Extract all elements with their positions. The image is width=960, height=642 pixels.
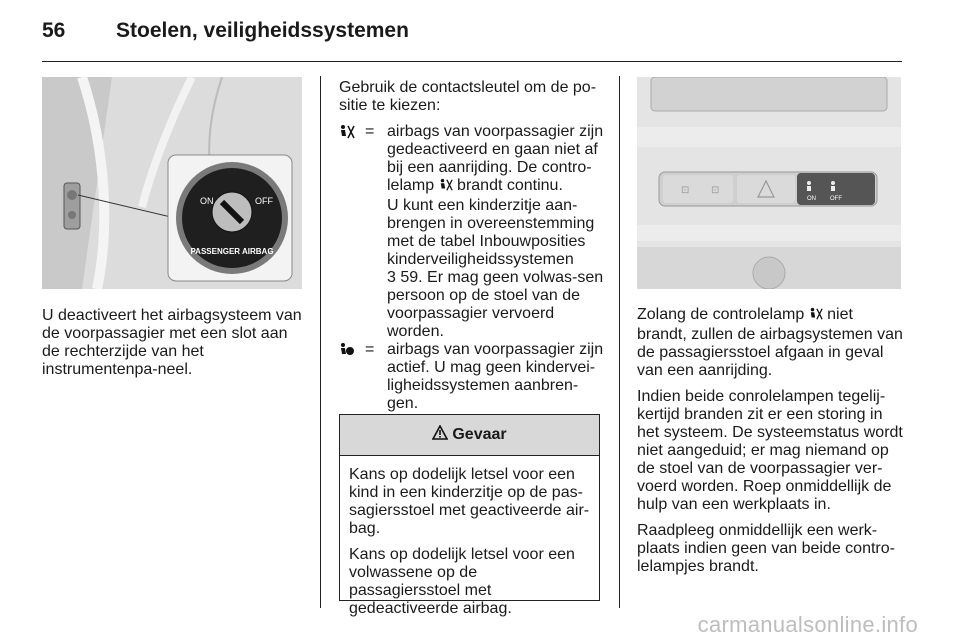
definition-airbag-on	[339, 341, 604, 413]
warning-p2: Kans op dodelijk letsel voor een volwassene op de passagiersstoel met gedeactiveerde airbag.	[349, 546, 575, 617]
figure-label-passenger-airbag: PASSENGER AIRBAG	[190, 247, 274, 256]
def1-text-c: U kunt een kinderzitje aan-brengen in overeenstemming met de tabel Inbouwposities kinderveiligheidssystemen	[387, 197, 595, 268]
warning-body	[340, 456, 599, 618]
airbag-off-icon	[339, 123, 365, 341]
column-divider-1	[320, 76, 321, 608]
definition-airbag-off	[339, 123, 604, 341]
lamp-label-off: OFF	[830, 196, 842, 202]
col3-p1-b: niet brandt, zullen de airbagsystemen van de passagiersstoel afgaan in geval van een aanrijding.	[637, 306, 903, 379]
warning-p1: Kans op dodelijk letsel voor een kind in een kinderzitje op de pas-sagiersstoel met geactiveerde air-bag.	[349, 466, 590, 537]
definition-eq: =	[365, 123, 375, 140]
col3-p1-a: Zolang de controlelamp	[637, 306, 805, 323]
col1-paragraph: U deactiveert het airbagsysteem van de voorpassagier met een slot aan de rechterzijde van het instrumentenpa-neel.	[42, 307, 302, 378]
figure-label-off: OFF	[255, 196, 273, 206]
airbag-indicator-lamps-figure	[637, 77, 901, 289]
def1-text-b: brandt continu.	[457, 177, 563, 194]
warning-title: Gevaar	[452, 426, 507, 443]
definition-airbag-off-text	[387, 123, 604, 341]
warning-header	[340, 415, 599, 456]
page-reference-link[interactable]: 3 59	[387, 269, 419, 286]
lamp-label-on: ON	[807, 196, 816, 202]
page-number: 56	[42, 19, 66, 42]
def1-text-a: airbags van voorpassagier zijn gedeactiveerd en gaan niet af bij een aanrijding. De contro-lelamp	[387, 123, 604, 194]
svg-text:⊡: ⊡	[681, 185, 690, 196]
column-2	[339, 79, 604, 413]
definition-eq: =	[365, 341, 375, 358]
page-header	[42, 14, 409, 48]
airbag-on-icon	[339, 341, 365, 413]
page-title: Stoelen, veiligheidssystemen	[116, 19, 409, 42]
warning-triangle-icon	[432, 425, 448, 445]
airbag-key-switch-figure	[42, 77, 302, 289]
def1-text-d: . Er mag geen volwas-sen persoon op de stoel van de voorpassagier vervoerd worden.	[387, 269, 604, 340]
definition-airbag-on-text: airbags van voorpassagier zijn actief. U mag geen kindervei-ligheidssystemen aanbren-gen.	[387, 341, 604, 412]
warning-box	[339, 414, 600, 617]
airbag-off-icon-inline	[809, 307, 823, 326]
figure-label-on: ON	[200, 196, 214, 206]
col3-paragraph-3: Raadpleeg onmiddellijk een werk-plaats indien geen van beide contro-lelampjes brandt.	[637, 522, 895, 575]
column-divider-2	[619, 76, 620, 608]
column-3-text	[637, 306, 905, 584]
header-rule	[42, 61, 902, 62]
column-1-text	[42, 307, 307, 387]
airbag-indicator-panel-illustration	[637, 77, 901, 289]
col3-paragraph-2: Indien beide conrolelampen tegelij-kertijd branden zit er een storing in het systeem. De systeemstatus wordt niet aangeduid; er mag niemand op de stoel van de voorpassagier ver-voerd worden. Roep onmiddellijk de hulp van een werkplaats in.	[637, 388, 903, 513]
watermark: carmanualsonline.info	[697, 612, 918, 637]
airbag-off-icon-inline	[439, 178, 453, 197]
col2-intro: Gebruik de contactsleutel om de po-sitie te kiezen:	[339, 79, 597, 114]
col3-paragraph-1	[637, 306, 905, 380]
svg-text:⊡: ⊡	[711, 185, 720, 196]
airbag-key-switch-illustration	[42, 77, 302, 289]
